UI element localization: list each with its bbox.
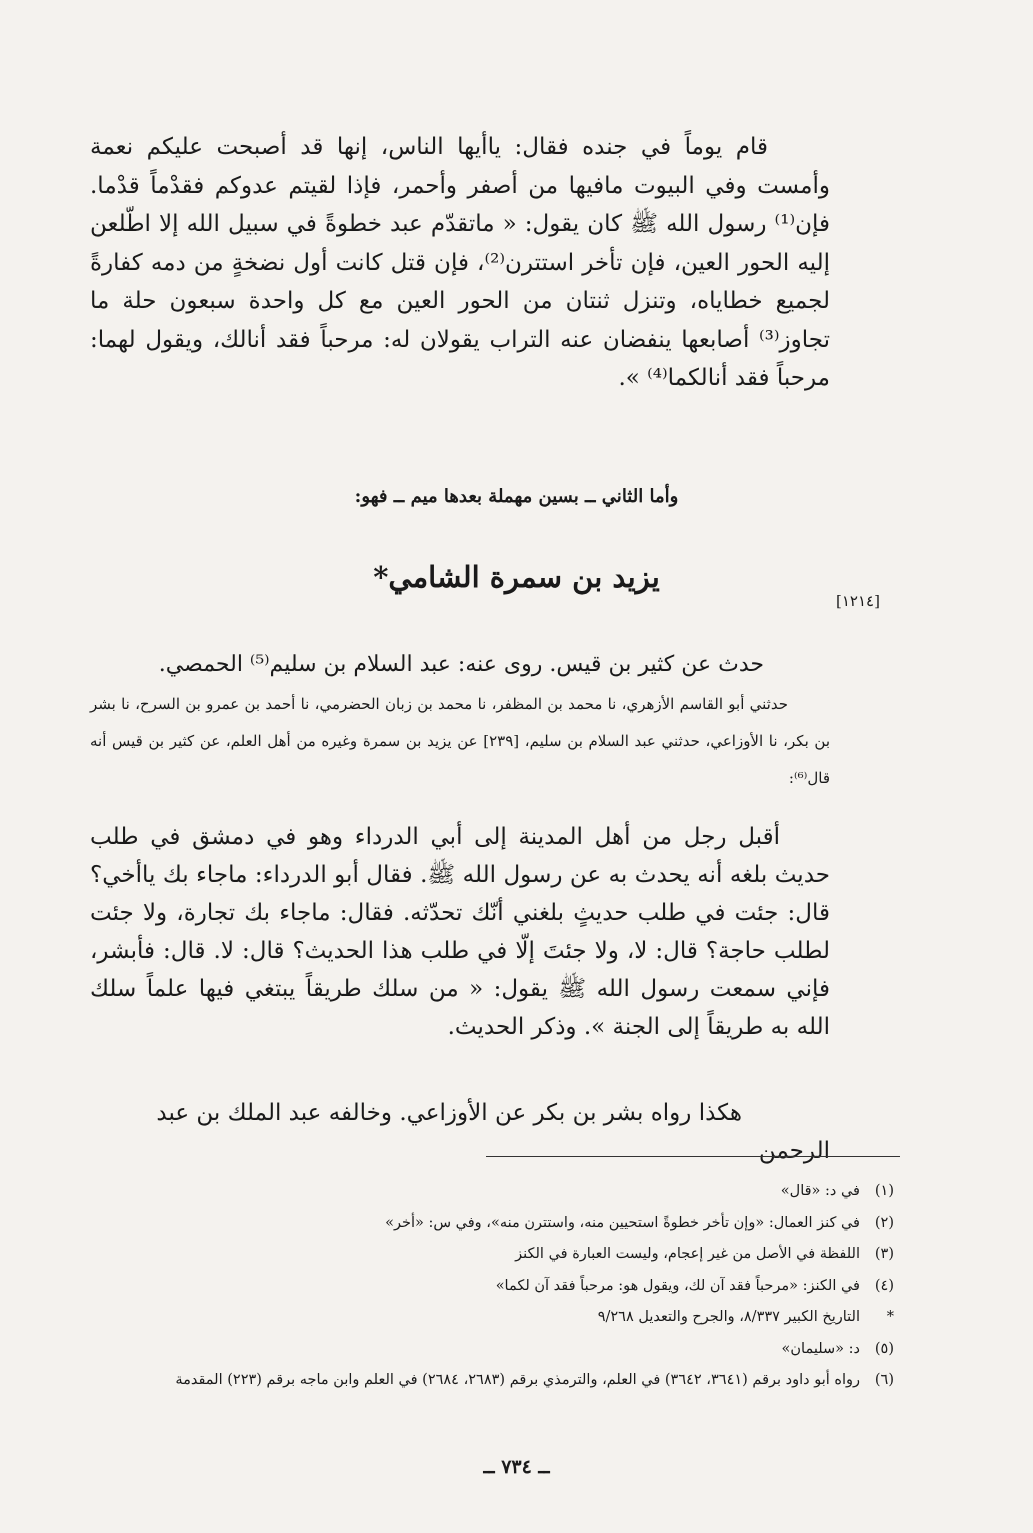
paragraph-1 — [90, 128, 830, 398]
isnad-chain — [90, 686, 830, 797]
paragraph-2-text: حدث عن كثير بن قيس. روى عنه: عبد السلام بن سليم⁽⁵⁾ الحمصي. — [158, 652, 764, 677]
page-number: ــ ٧٣٤ ــ — [483, 1456, 550, 1478]
footnote-text: في الكنز: «مرحباً فقد آن لك، ويقول هو: مرحباً فقد آن لكما» — [495, 1277, 860, 1294]
footnote-number: (١) — [874, 1183, 894, 1199]
entry-number: [١٢١٤] — [836, 592, 880, 610]
footnote-number: (٤) — [874, 1277, 894, 1294]
footnote-number: (٢) — [874, 1214, 894, 1231]
paragraph-4-text: أقبل رجل من أهل المدينة إلى أبي الدرداء وهو في دمشق في طلب حديث بلغه أنه يحدث به عن رسول الله ﷺ. فقال أبو الدرداء: ماجاء بك ياأخي؟ قال: جئت في طلب حديثٍ بلغني أنّك تحدّثه. فقال: ماجاء بك تجارة، ولا جئت لطلب حاجة؟ قال: لا، ولا جئتَ إلّا في طلب هذا الحديث؟ قال: لا. قال: فأبشر، فإني سمعت رسول الله ﷺ يقول: « من سلك طريقاً يبتغي فيها علماً سلك الله به طريقاً إلى الجنة ». وذكر الحديث. — [90, 824, 830, 1040]
footnote-text: في د: «قال» — [780, 1183, 860, 1199]
footnote — [84, 1302, 894, 1334]
footnote-text: د: «سليمان» — [781, 1340, 860, 1357]
footnote-text: رواه أبو داود برقم (٣٦٤١، ٣٦٤٢) في العلم، والترمذي برقم (٢٦٨٣، ٢٦٨٤) في العلم وابن ماجه برقم (٢٢٣) المقدمة — [175, 1372, 860, 1388]
footnote — [84, 1176, 894, 1208]
entry-title: يزيد بن سمرة الشامي* — [373, 560, 660, 594]
footnote-number: * — [886, 1309, 894, 1325]
section-intro: وأما الثاني ــ بسين مهملة بعدها ميم ــ فهو: — [354, 486, 679, 507]
footnotes — [84, 1176, 894, 1397]
footnote-text: في كنز العمال: «وإن تأخر خطوةً استحيين منه، واستترن منه»، وفي س: «أخر» — [385, 1214, 860, 1231]
footnote — [84, 1239, 894, 1271]
paragraph-5 — [90, 1094, 830, 1170]
paragraph-1-text: قام يوماً في جنده فقال: ياأيها الناس، إنها قد أصبحت عليكم نعمة وأمست وفي البيوت مافيها من أصفر وأحمر، فإذا لقيتم عدوكم فقدْماً قدْما. فإن⁽¹⁾ رسول الله ﷺ كان يقول: « ماتقدّم عبد خطوةً في سبيل الله إلا اطّلعن إليه الحور العين، فإن تأخر استترن⁽²⁾، فإن قتل كانت أول نضخةٍ من دمه كفارةً لجميع خطاياه، وتنزل ثنتان من الحور العين مع كل واحدة سبعون حلة ما تجاوز⁽³⁾ أصابعها ينفضان عنه التراب يقولان له: مرحباً فقد أنالك، ويقول لهما: مرحباً فقد أنالكما⁽⁴⁾ ». — [90, 134, 830, 391]
footnote-number: (٦) — [874, 1372, 894, 1388]
paragraph-5-text: هكذا رواه بشر بن بكر عن الأوزاعي. وخالفه عبد الملك بن عبد الرحمن — [156, 1100, 830, 1164]
footnote — [84, 1208, 894, 1240]
paragraph-4 — [90, 818, 830, 1046]
footnote-text: التاريخ الكبير ٨/٣٣٧، والجرح والتعديل ٩/٢٦٨ — [597, 1309, 860, 1325]
footnote — [84, 1334, 894, 1366]
footnote-text: اللفظة في الأصل من غير إعجام، وليست العبارة في الكنز — [515, 1246, 860, 1262]
footnote — [84, 1365, 894, 1397]
isnad-text: حدثني أبو القاسم الأزهري، نا محمد بن المظفر، نا محمد بن زبان الحضرمي، نا أحمد بن عمرو بن السرح، نا بشر بن بكر، نا الأوزاعي، حدثني عبد السلام بن سليم، [٢٣٩] عن يزيد بن سمرة وغيره من أهل العلم، عن كثير بن قيس أنه قال⁽⁶⁾: — [90, 695, 830, 787]
paragraph-2 — [90, 648, 830, 682]
footnote — [84, 1271, 894, 1303]
footnote-number: (٥) — [874, 1340, 894, 1357]
footnote-number: (٣) — [874, 1246, 894, 1262]
footnote-separator — [486, 1156, 900, 1157]
